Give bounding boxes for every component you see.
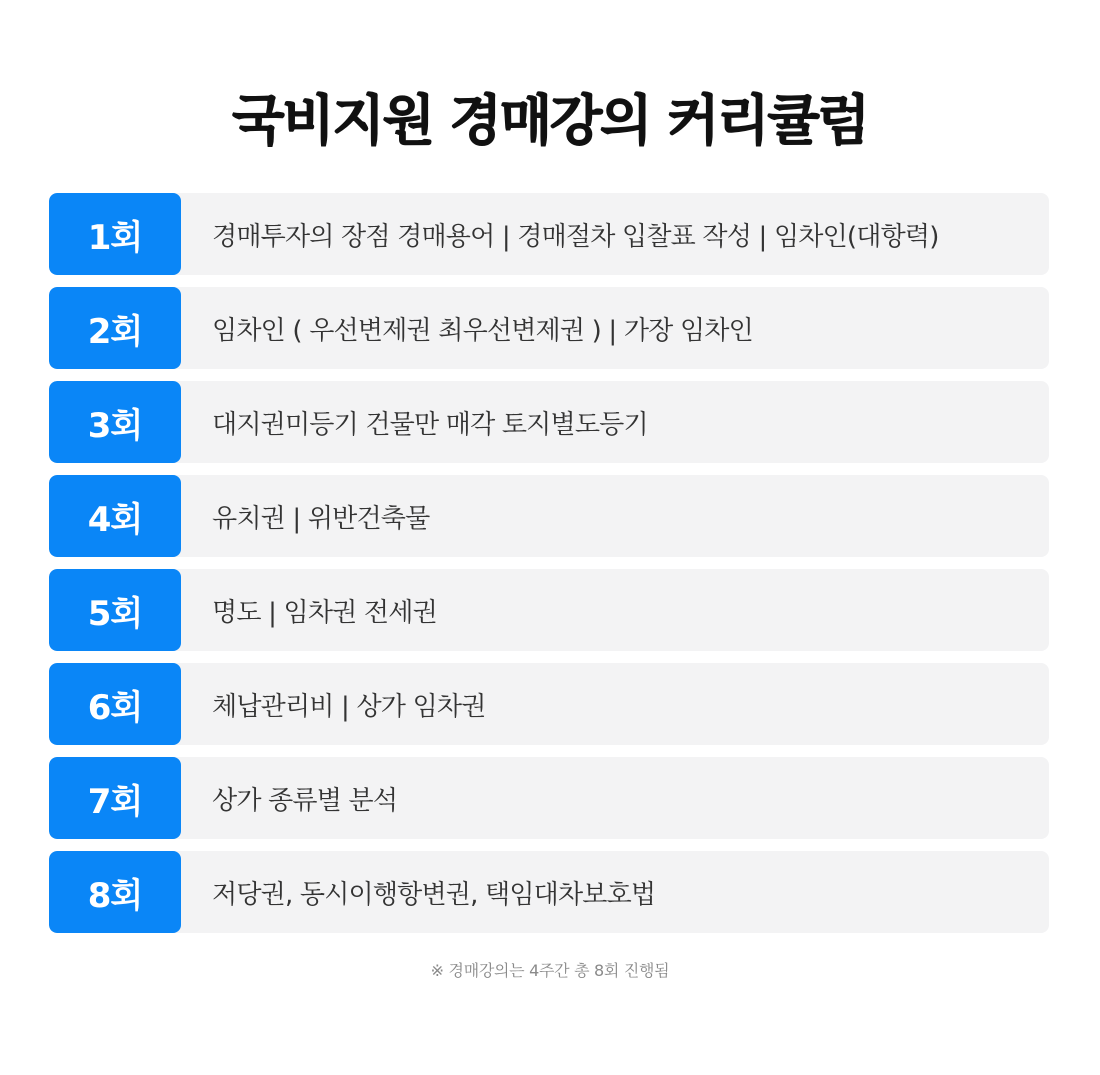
session-topics-2: 임차인 ( 우선변제권 최우선변제권 ) | 가장 임차인 (212, 315, 753, 346)
curriculum-row-8 (49, 851, 1049, 933)
session-badge-1: 1회 (49, 193, 181, 275)
session-badge-8: 8회 (49, 851, 181, 933)
session-badge-5: 5회 (49, 569, 181, 651)
session-badge-7: 7회 (49, 757, 181, 839)
session-topics-8: 저당권, 동시이행항변권, 택임대차보호법 (212, 879, 656, 910)
session-topics-1: 경매투자의 장점 경매용어 | 경매절차 입찰표 작성 | 임차인(대항력) (212, 221, 939, 252)
page-title: 국비지원 경매강의 커리큘럼 (232, 89, 868, 152)
session-topics-6: 체납관리비 | 상가 임차권 (212, 691, 486, 722)
curriculum-row-7 (49, 757, 1049, 839)
session-topics-5: 명도 | 임차권 전세권 (212, 597, 437, 628)
session-badge-2: 2회 (49, 287, 181, 369)
curriculum-row-6 (49, 663, 1049, 745)
curriculum-row-4 (49, 475, 1049, 557)
session-badge-4: 4회 (49, 475, 181, 557)
session-topics-4: 유치권 | 위반건축물 (212, 503, 430, 534)
session-topics-7: 상가 종류별 분석 (212, 785, 398, 816)
curriculum-row-1 (49, 193, 1049, 275)
curriculum-list (49, 193, 1049, 945)
curriculum-row-2 (49, 287, 1049, 369)
session-topics-3: 대지권미등기 건물만 매각 토지별도등기 (212, 409, 648, 440)
curriculum-row-5 (49, 569, 1049, 651)
session-badge-6: 6회 (49, 663, 181, 745)
curriculum-row-3 (49, 381, 1049, 463)
footnote: ※ 경매강의는 4주간 총 8회 진행됨 (430, 961, 670, 980)
session-badge-3: 3회 (49, 381, 181, 463)
